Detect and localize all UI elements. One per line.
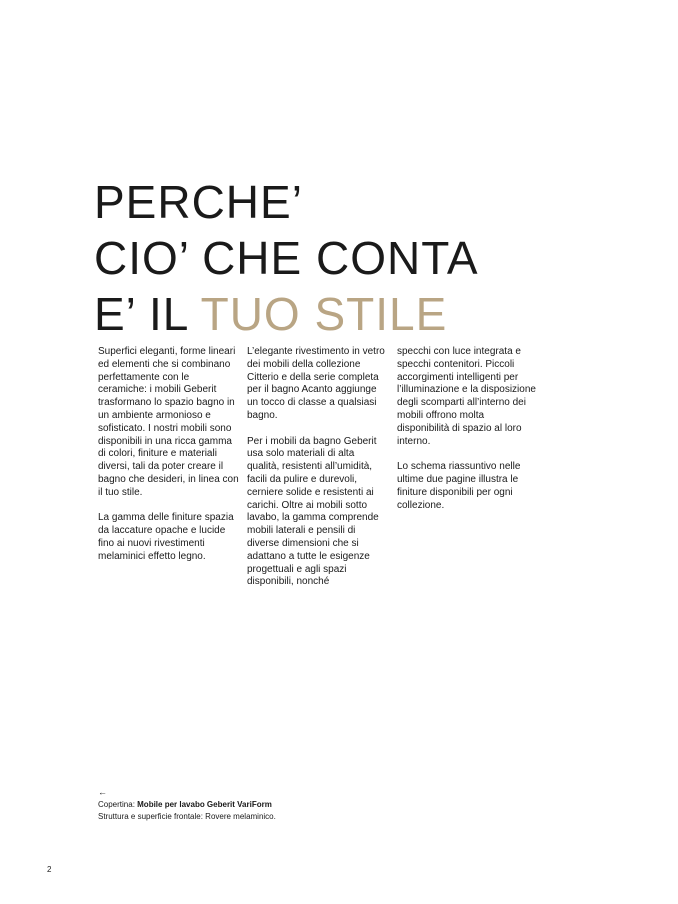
- caption-line-1: [98, 799, 276, 811]
- title-line-1: PERCHE’: [94, 176, 303, 228]
- title-line-2: CIO’ CHE CONTA: [94, 232, 479, 284]
- caption-line-2: Struttura e superficie frontale: Rovere melaminico.: [98, 812, 276, 821]
- column-1-paragraph-1: Superfici eleganti, forme lineari ed elementi che si combinano perfettamente con le ceramiche: i mobili Geberit trasformano lo spazio bagno in un ambiente armonioso e sofisticato. I nostri mobili sono disponibili in una ricca gamma di colori, finiture e materiali diversi, tali da poter creare il bagno che desideri, in linea con il tuo stile.: [98, 346, 239, 498]
- column-2-paragraph-2: Per i mobili da bagno Geberit usa solo materiali di alta qualità, resistenti all’umidità, facili da pulire e durevoli, cerniere solide e resistenti ai carichi. Oltre ai mobili sotto lavabo, la gamma comprende mobili laterali e pensili di diverse dimensioni che si adattano a tutte le esigenze progettuali e agli spazi disponibili, nonché: [247, 435, 379, 588]
- page-title: [94, 174, 479, 342]
- title-line-3: [94, 286, 479, 342]
- column-2-paragraph-1: L’elegante rivestimento in vetro dei mobili della collezione Citterio e della serie completa per il bagno Acanto aggiunge un tocco di classe a qualsiasi bagno.: [247, 346, 385, 421]
- page-number: 2: [47, 865, 52, 874]
- arrow-left-icon: ←: [98, 787, 107, 797]
- cover-caption: [98, 786, 276, 823]
- caption-label: Copertina:: [98, 800, 138, 809]
- column-3-paragraph-1: specchi con luce integrata e specchi contenitori. Piccoli accorgimenti intelligenti per l’illuminazione e la disposizione degli scomparti all’interno dei mobili offrono molta disponibilità di spazio al loro interno.: [397, 346, 536, 447]
- column-3-paragraph-2: Lo schema riassuntivo nelle ultime due pagine illustra le finiture disponibili per ogni collezione.: [397, 461, 521, 511]
- text-column-2: [247, 346, 389, 602]
- column-1-paragraph-2: La gamma delle finiture spazia da laccature opache e lucide fino ai nuovi rivestimenti melaminici effetto legno.: [98, 512, 234, 562]
- title-accent: TUO STILE: [200, 288, 448, 340]
- text-column-3: [397, 346, 539, 525]
- caption-product-name: Mobile per lavabo Geberit VariForm: [137, 800, 272, 809]
- text-column-1: [98, 346, 240, 576]
- title-line-3-prefix: E’ IL: [94, 288, 201, 340]
